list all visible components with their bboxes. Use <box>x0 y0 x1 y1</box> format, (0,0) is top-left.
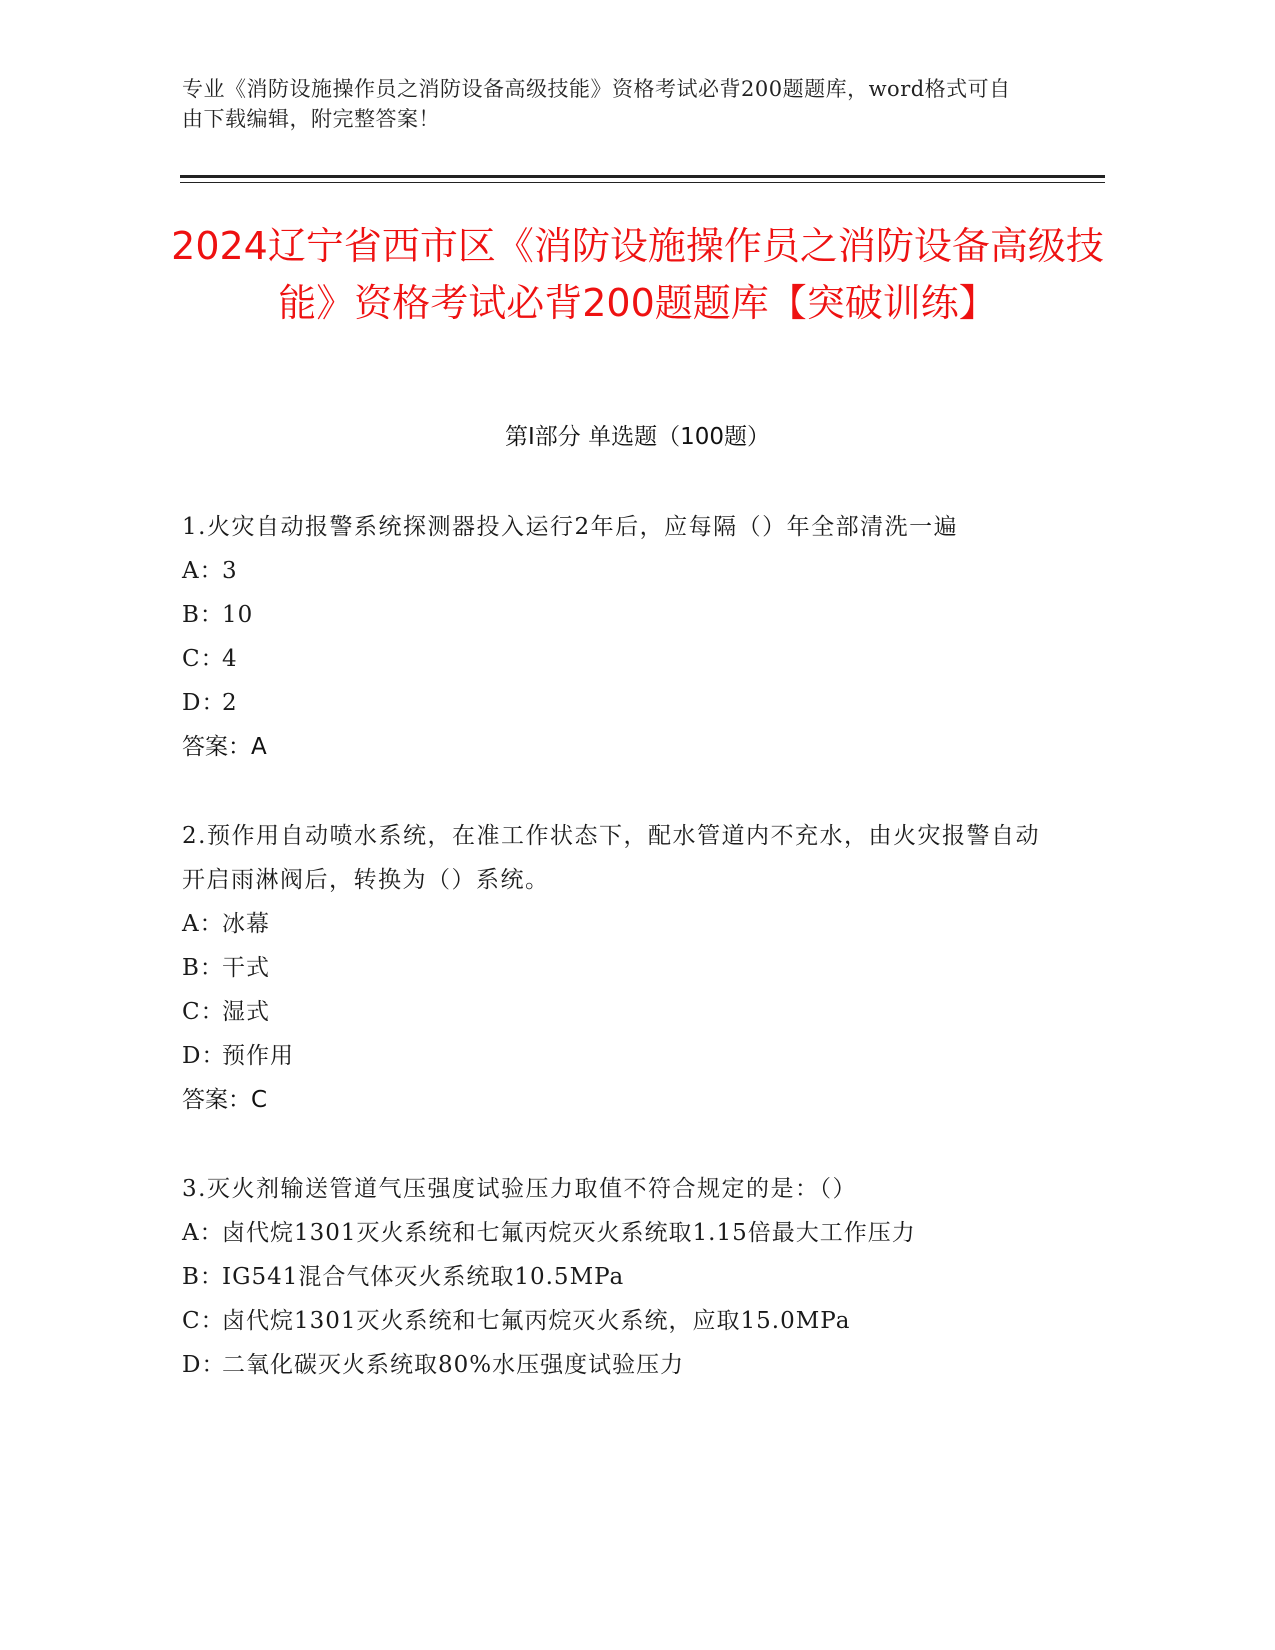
option-b <box>182 593 1042 637</box>
option-text: 10 <box>222 602 254 628</box>
document-title: 2024辽宁省西市区《消防设施操作员之消防设备高级技能》资格考试必背200题题库【突破训练】 <box>171 224 1104 325</box>
option-key: B： <box>182 955 224 981</box>
option-key: B： <box>182 602 224 628</box>
answer: 答案：C <box>182 1087 268 1113</box>
option-key: C： <box>182 1308 225 1334</box>
option-text: 卤代烷1301灭火系统和七氟丙烷灭火系统，应取15.0MPa <box>222 1308 851 1334</box>
header-divider-thick <box>180 175 1105 178</box>
option-key: C： <box>182 999 225 1025</box>
option-text: 卤代烷1301灭火系统和七氟丙烷灭火系统取1.15倍最大工作压力 <box>222 1220 916 1246</box>
option-a <box>182 902 1042 946</box>
question-1 <box>182 505 1042 769</box>
option-text: 湿式 <box>222 999 270 1025</box>
header-note: 专业《消防设施操作员之消防设备高级技能》资格考试必背200题题库，word格式可自由下载编辑，附完整答案！ <box>182 77 1011 131</box>
option-key: D： <box>182 1043 226 1069</box>
question-stem: 2.预作用自动喷水系统，在准工作状态下，配水管道内不充水，由火灾报警自动开启雨淋阀后，转换为（）系统。 <box>182 823 1040 893</box>
option-key: D： <box>182 1352 226 1378</box>
option-c <box>182 637 1042 681</box>
question-2 <box>182 814 1042 1122</box>
section-heading: 第I部分 单选题（100题） <box>505 424 770 450</box>
option-b <box>182 1255 1042 1299</box>
option-text: 2 <box>222 690 238 716</box>
option-text: 干式 <box>222 955 270 981</box>
option-key: A： <box>182 911 224 937</box>
option-a <box>182 1211 1042 1255</box>
option-key: A： <box>182 1220 224 1246</box>
question-stem: 1.火灾自动报警系统探测器投入运行2年后，应每隔（）年全部清洗一遍 <box>182 514 959 540</box>
option-key: A： <box>182 558 224 584</box>
header-divider-thin <box>180 182 1105 183</box>
option-key: C： <box>182 646 225 672</box>
option-text: 二氧化碳灭火系统取80%水压强度试验压力 <box>222 1352 685 1378</box>
option-text: 冰幕 <box>222 911 270 937</box>
option-c <box>182 1299 1042 1343</box>
option-d <box>182 1034 1042 1078</box>
option-c <box>182 990 1042 1034</box>
question-stem: 3.灭火剂输送管道气压强度试验压力取值不符合规定的是：（） <box>182 1176 857 1202</box>
answer: 答案：A <box>182 734 267 760</box>
option-a <box>182 549 1042 593</box>
option-text: 3 <box>222 558 238 584</box>
option-key: D： <box>182 690 226 716</box>
option-d <box>182 1343 1042 1387</box>
option-key: B： <box>182 1264 224 1290</box>
option-text: IG541混合气体灭火系统取10.5MPa <box>222 1264 625 1290</box>
option-text: 预作用 <box>222 1043 294 1069</box>
question-list <box>182 505 1042 1432</box>
option-b <box>182 946 1042 990</box>
question-3 <box>182 1167 1042 1387</box>
option-text: 4 <box>222 646 238 672</box>
option-d <box>182 681 1042 725</box>
